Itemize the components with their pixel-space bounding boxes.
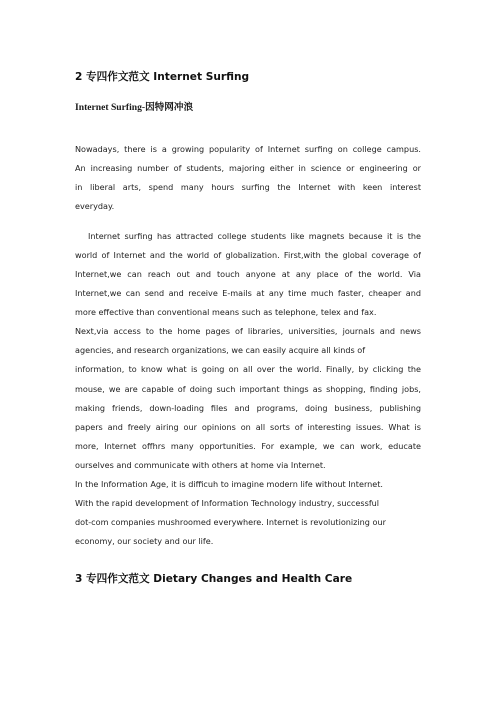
section-heading-internet-surfing: 2 专四作文范文 Internet Surfing xyxy=(75,71,250,83)
text-line: In the Information Age, it is difficuh to imagine modern life without Internet. xyxy=(75,479,384,489)
text-line: everyday. xyxy=(75,201,115,211)
text-line: Internet,we can reach out and touch anyone at any place of the world. Via xyxy=(75,269,421,279)
text-line: economy, our society and our life. xyxy=(75,536,214,546)
text-line: agencies, and research organizations, we can easily acquire all kinds of xyxy=(75,345,366,355)
text-line: With the rapid development of Information Technology industry, successful xyxy=(75,498,380,508)
text-line: making friends, down-loading files and programs, doing business, publishing xyxy=(75,403,421,413)
text-line: Internet surfing has attracted college students like magnets because it is the xyxy=(88,231,421,241)
text-line: ourselves and communicate with others at home via Internet. xyxy=(75,460,326,470)
text-line: mouse, we are capable of doing such important things as shopping, finding jobs, xyxy=(75,384,421,394)
text-line: more, Internet offhrs many opportunities. For example, we can work, educate xyxy=(75,441,421,451)
essay-subtitle: Internet Surfing-因特网冲浪 xyxy=(75,102,194,113)
text-line: in liberal arts, spend many hours surfing the Internet with keen interest xyxy=(75,182,421,192)
text-line: Internet,we can send and receive E-mails at any time much faster, cheaper and xyxy=(75,288,421,298)
text-line: papers and freely airing our opinions on all sorts of interesting issues. What is xyxy=(75,422,421,432)
text-line: Next,via access to the home pages of libraries, universities, journals and news xyxy=(75,326,421,336)
text-line: An increasing number of students, majoring either in science or engineering or xyxy=(75,163,421,173)
text-line: dot-com companies mushroomed everywhere. Internet is revolutionizing our xyxy=(75,517,386,527)
text-line: Nowadays, there is a growing popularity of Internet surfing on college campus. xyxy=(75,144,421,154)
text-line: more effective than conventional means such as telephone, telex and fax. xyxy=(75,307,377,317)
text-line: information, to know what is going on all over the world. Finally, by clicking the xyxy=(75,364,421,374)
text-line: world of Internet and the world of globalization. First,with the global coverage of xyxy=(75,250,421,260)
section-heading-dietary-changes: 3 专四作文范文 Dietary Changes and Health Care xyxy=(75,573,353,585)
